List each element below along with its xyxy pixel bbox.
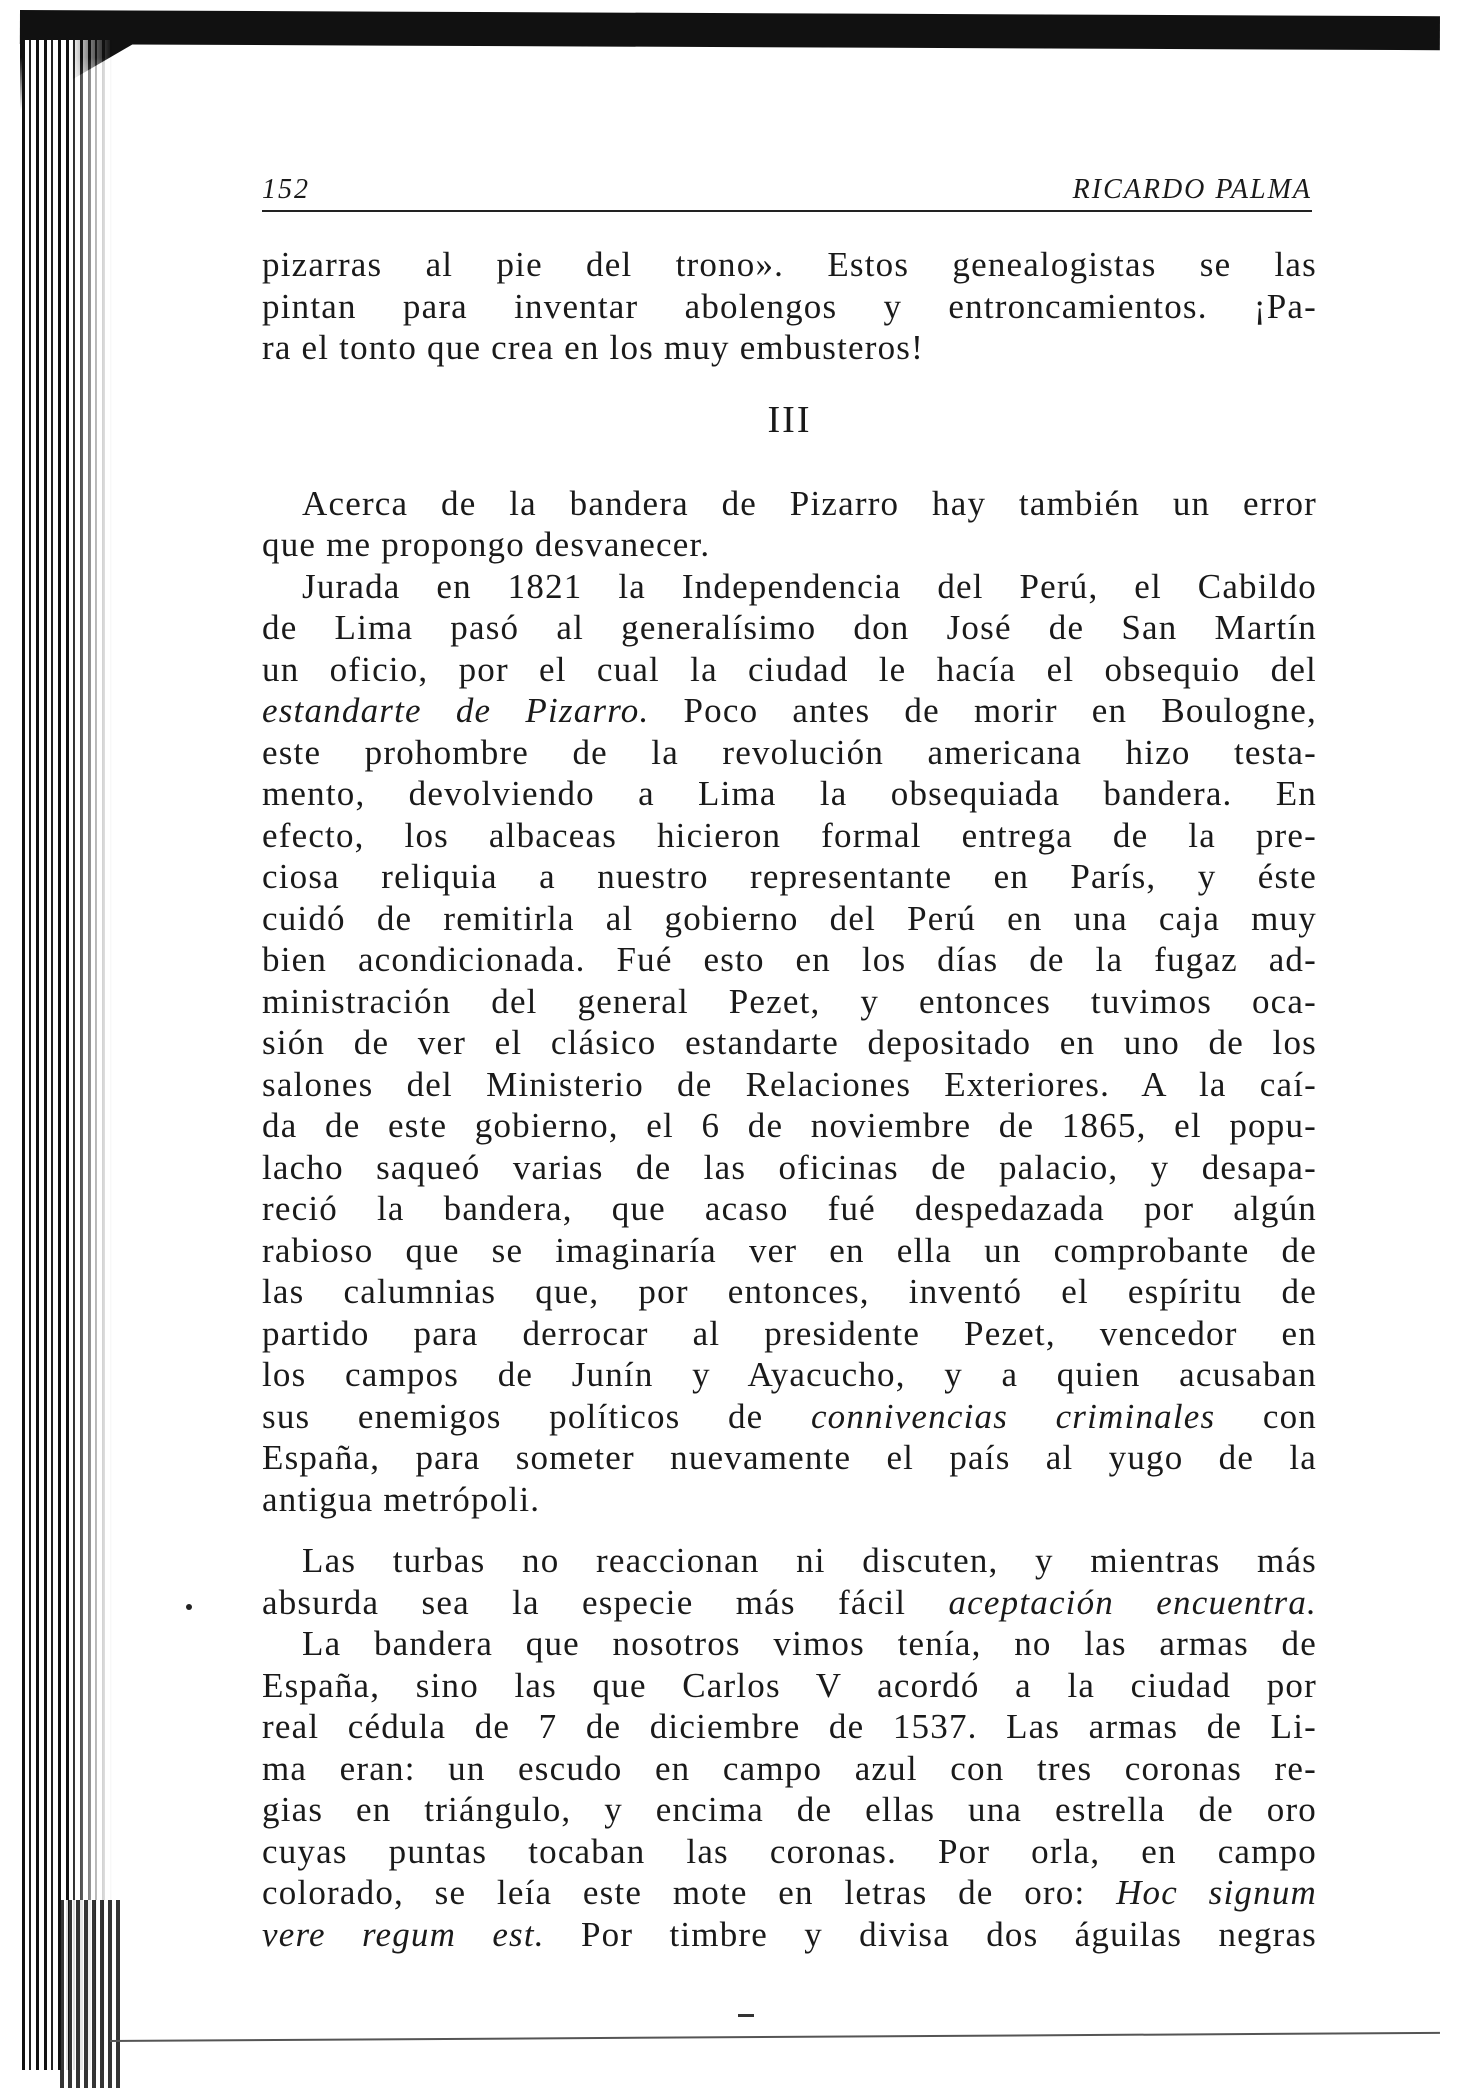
scan-top-bar	[20, 10, 1440, 50]
text-line: sión de ver el clásico estandarte depositado en uno de los	[262, 1023, 1317, 1062]
text-line: cuidó de remitirla al gobierno del Perú en una caja muy	[262, 898, 1317, 938]
text-line: España, sino las que Carlos V acordó a la ciudad por	[262, 1665, 1317, 1705]
text-line: real cédula de 7 de diciembre de 1537. Las armas de Li-	[262, 1707, 1317, 1746]
text-line: pintan para inventar abolengos y entroncamientos. ¡Pa-	[262, 286, 1317, 326]
page-number: 152	[262, 174, 310, 205]
italic-span: Hoc signum	[1116, 1873, 1317, 1912]
text-line: efecto, los albaceas hicieron formal entrega de la pre-	[262, 815, 1317, 855]
text-line: ma eran: un escudo en campo azul con tres coronas re-	[262, 1748, 1317, 1788]
text-line: Acerca de la bandera de Pizarro hay también un error	[302, 483, 1317, 523]
italic-span: aceptación encuentra.	[948, 1582, 1317, 1622]
text-span: absurda sea la especie más fácil	[262, 1582, 949, 1622]
text-line: gias en triángulo, y encima de ellas una estrella de oro	[262, 1790, 1317, 1829]
running-head	[262, 170, 1312, 212]
book-spine-shadow	[22, 40, 112, 2070]
text-line: mento, devolviendo a Lima la obsequiada bandera. En	[262, 774, 1317, 813]
text-line: que me propongo desvanecer.	[262, 525, 711, 564]
text-line: ciosa reliquia a nuestro representante en París, y éste	[262, 857, 1317, 896]
running-head-author: RICARDO PALMA	[1072, 174, 1312, 205]
text-line: Las turbas no reaccionan ni discuten, y mientras más	[302, 1541, 1317, 1580]
stray-ink-dot	[186, 1604, 192, 1610]
text-line: reció la bandera, que acaso fué despedazada por algún	[262, 1189, 1317, 1228]
paragraph-gap	[262, 1520, 1317, 1540]
text-line: este prohombre de la revolución americana hizo testa-	[262, 732, 1317, 772]
text-span: Poco antes de morir en Boulogne,	[649, 691, 1317, 730]
text-line: de Lima pasó al generalísimo don José de San Martín	[262, 608, 1317, 647]
text-line: pizarras al pie del trono». Estos genealogistas se las	[262, 245, 1317, 284]
text-line: Jurada en 1821 la Independencia del Perú, el Cabildo	[302, 566, 1317, 606]
text-span: sus enemigos políticos de	[262, 1396, 811, 1436]
text-span: Por timbre y divisa dos águilas negras	[544, 1914, 1317, 1954]
scan-bottom-edge	[110, 2032, 1440, 2042]
italic-span: connivencias criminales	[810, 1396, 1216, 1436]
text-line	[262, 1582, 1317, 1624]
text-line: España, para someter nuevamente el país al yugo de la	[262, 1438, 1317, 1477]
text-line: da de este gobierno, el 6 de noviembre de 1865, el popu-	[262, 1106, 1317, 1145]
text-line: las calumnias que, por entonces, inventó el espíritu de	[262, 1272, 1317, 1311]
text-line: La bandera que nosotros vimos tenía, no las armas de	[302, 1624, 1317, 1663]
text-line	[262, 1914, 1317, 1956]
text-line: los campos de Junín y Ayacucho, y a quien acusaban	[262, 1355, 1317, 1394]
book-spine-bottom	[60, 1900, 120, 2088]
text-line	[262, 1872, 1317, 1914]
text-line	[262, 1396, 1317, 1438]
italic-span: estandarte de Pizarro.	[262, 691, 650, 730]
text-line: rabioso que se imaginaría ver en ella un comprobante de	[262, 1230, 1317, 1270]
signature-mark	[738, 2014, 754, 2017]
section-heading: III	[767, 398, 812, 441]
text-line: lacho saqueó varias de las oficinas de palacio, y desapa-	[262, 1147, 1317, 1187]
text-line: bien acondicionada. Fué esto en los días de la fugaz ad-	[262, 940, 1317, 979]
text-line: antigua metrópoli.	[262, 1479, 541, 1519]
text-line: partido para derrocar al presidente Pezet, vencedor en	[262, 1313, 1317, 1353]
text-line: salones del Ministerio de Relaciones Exteriores. A la caí-	[262, 1064, 1317, 1104]
text-line: ministración del general Pezet, y entonces tuvimos oca-	[262, 981, 1317, 1021]
text-line: ra el tonto que crea en los muy embusteros!	[262, 328, 924, 367]
italic-span: vere regum est.	[262, 1914, 545, 1954]
text-span: colorado, se leía este mote en letras de oro:	[262, 1873, 1117, 1912]
text-line	[262, 690, 1317, 732]
body-text	[262, 244, 1317, 1955]
text-span: con	[1215, 1396, 1317, 1436]
text-line: un oficio, por el cual la ciudad le hacía el obsequio del	[262, 649, 1317, 689]
text-line: cuyas puntas tocaban las coronas. Por orla, en campo	[262, 1831, 1317, 1871]
